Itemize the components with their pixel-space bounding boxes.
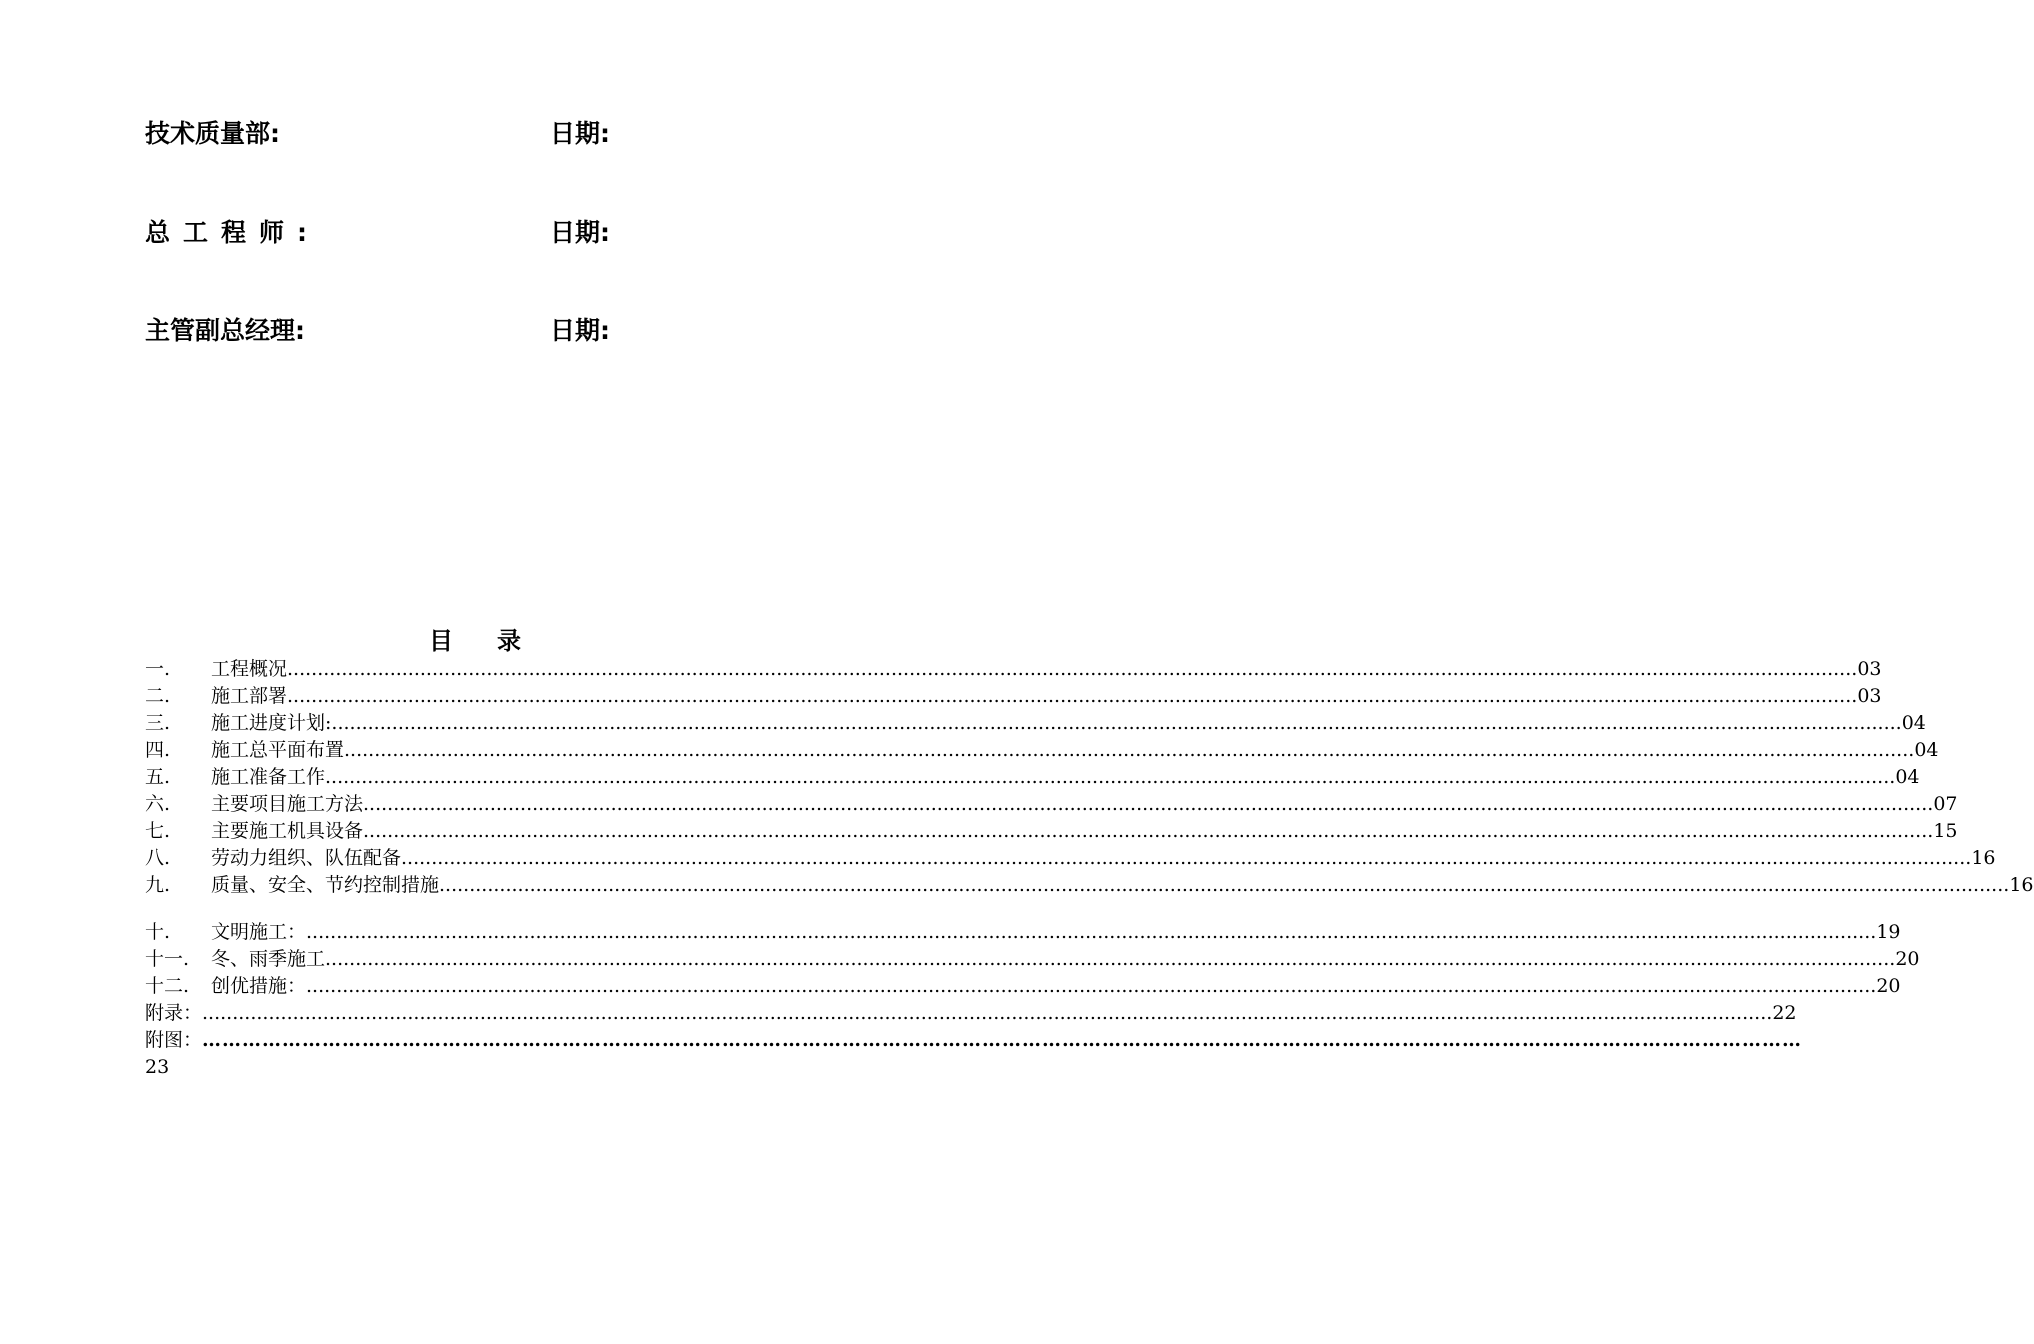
toc-entry-text: 主要施工机具设备 [211, 820, 364, 842]
toc-leader-dots: .................................................................................................................................................................................................................................................................... [287, 658, 1858, 680]
toc-entry[interactable] [145, 845, 1996, 872]
toc-leader-dots: .................................................................................................................................................................................................................................................................... [401, 847, 1972, 869]
toc-leader-dots: .................................................................................................................................................................................................................................................................... [202, 1002, 1773, 1024]
toc-entry-page: 20 [1895, 948, 1920, 970]
toc-entry[interactable] [145, 919, 1901, 946]
toc-entry-text: 质量、安全、节约控制措施 [211, 874, 440, 896]
toc-entry[interactable] [145, 710, 1926, 737]
toc-entry-number: 附图： [145, 1029, 203, 1051]
date-label: 日期: [550, 119, 610, 148]
toc-entry-text: 施工进度计划: [211, 712, 332, 734]
toc-entry-number: 十二. [145, 975, 190, 997]
toc-entry-text: 工程概况 [211, 658, 288, 680]
toc-entry-number: 六. [145, 793, 171, 815]
toc-leader-dots: .................................................................................................................................................................................................................................................................... [325, 948, 1896, 970]
toc-entry-page: 22 [1772, 1002, 1797, 1024]
date-label: 日期: [550, 316, 610, 345]
toc-entry[interactable] [145, 973, 1901, 1000]
toc-entry[interactable] [145, 946, 1920, 973]
toc-entry-page: 20 [1876, 975, 1901, 997]
toc-entry-number: 五. [145, 766, 171, 788]
toc-entry[interactable] [145, 791, 1958, 818]
toc-entry-page: 03 [1857, 658, 1882, 680]
toc-entry-number: 八. [145, 847, 171, 869]
toc-entry[interactable] [145, 764, 1920, 791]
toc-entry[interactable] [145, 656, 1882, 683]
toc-entry-number: 三. [145, 712, 171, 734]
toc-leader-dots: .................................................................................................................................................................................................................................................................... [306, 975, 1877, 997]
toc-entry-page: 16 [1971, 847, 1996, 869]
toc-leader-dots: …………………………………………………………………………………………………………………………………………………………………………………………………………………… [202, 1029, 1803, 1051]
toc-entry-text: 创优措施： [211, 975, 307, 997]
toc-entry-text: 文明施工： [211, 921, 307, 943]
toc-entry[interactable] [145, 872, 2034, 899]
toc-entry-number: 一. [145, 658, 171, 680]
toc-entry[interactable] [145, 683, 1882, 710]
date-label: 日期: [550, 218, 610, 247]
toc-entry-figures[interactable] [145, 1027, 1803, 1054]
toc-entry-number: 十一. [145, 948, 190, 970]
signature-row-chief-engineer [145, 213, 845, 253]
toc-entry-text: 施工部署 [211, 685, 288, 707]
toc-entry-number: 九. [145, 874, 171, 896]
toc-entry-text: 施工总平面布置 [211, 739, 345, 761]
toc-entry-text: 劳动力组织、队伍配备 [211, 847, 402, 869]
signature-row-tech-quality [145, 114, 845, 154]
toc-entry-text: 冬、雨季施工 [211, 948, 326, 970]
signature-label: 技术质量部: [145, 119, 280, 148]
toc-entry-page: 04 [1895, 766, 1920, 788]
toc-entry-number: 二. [145, 685, 171, 707]
toc-leader-dots: .................................................................................................................................................................................................................................................................... [363, 793, 1934, 815]
toc-leader-dots: .................................................................................................................................................................................................................................................................... [306, 921, 1877, 943]
table-of-contents [145, 656, 2034, 1081]
toc-leader-dots: .................................................................................................................................................................................................................................................................... [344, 739, 1915, 761]
toc-entry-appendix[interactable] [145, 1000, 1797, 1027]
toc-leader-dots: .................................................................................................................................................................................................................................................................... [331, 712, 1902, 734]
toc-entry-page: 07 [1933, 793, 1958, 815]
toc-leader-dots: .................................................................................................................................................................................................................................................................... [363, 820, 1934, 842]
signature-row-deputy-manager [145, 311, 845, 351]
toc-entry-page: 04 [1901, 712, 1926, 734]
toc-entry[interactable] [145, 818, 1958, 845]
toc-entry-page: 04 [1914, 739, 1939, 761]
toc-entry-figures-page: 23 [145, 1056, 170, 1078]
toc-entry-page: 16 [2009, 874, 2034, 896]
signature-label: 总工程师: [145, 218, 320, 247]
toc-entry-page: 03 [1857, 685, 1882, 707]
toc-entry-page: 19 [1876, 921, 1901, 943]
toc-entry-page: 15 [1933, 820, 1958, 842]
toc-entry-text: 施工准备工作 [211, 766, 326, 788]
toc-title: 目录 [429, 627, 565, 655]
toc-leader-dots: .................................................................................................................................................................................................................................................................... [325, 766, 1896, 788]
toc-entry-number: 十. [145, 921, 171, 943]
toc-entry-number: 附录： [145, 1002, 203, 1024]
toc-leader-dots: .................................................................................................................................................................................................................................................................... [439, 874, 2010, 896]
toc-entry[interactable] [145, 737, 1939, 764]
toc-entry-number: 四. [145, 739, 171, 761]
toc-entry-number: 七. [145, 820, 171, 842]
toc-entry-text: 主要项目施工方法 [211, 793, 364, 815]
toc-leader-dots: .................................................................................................................................................................................................................................................................... [287, 685, 1858, 707]
signature-label: 主管副总经理: [145, 316, 305, 345]
